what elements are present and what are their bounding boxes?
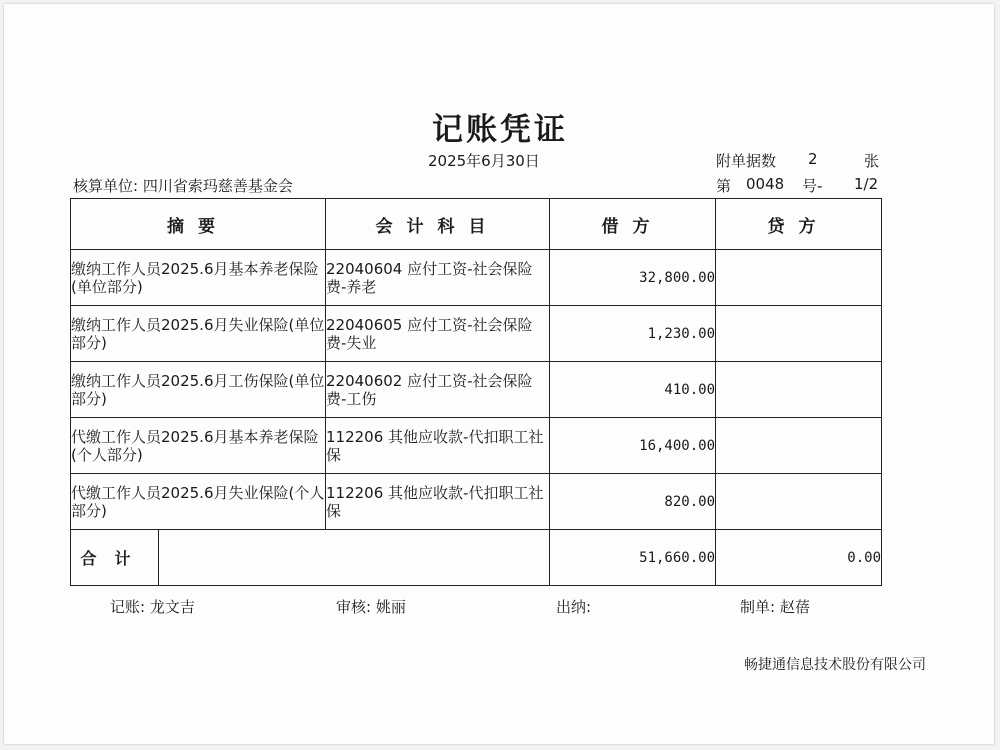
voucher-no: 0048 bbox=[746, 175, 785, 193]
total-debit: 51,660.00 bbox=[550, 530, 716, 586]
row-debit: 1,230.00 bbox=[550, 306, 716, 362]
voucher-suffix: 号- bbox=[802, 177, 823, 195]
row-debit: 32,800.00 bbox=[550, 250, 716, 306]
unit-label: 核算单位: bbox=[73, 177, 139, 195]
row-subject: 22040605 应付工资-社会保险费-失业 bbox=[326, 306, 550, 362]
row-summary: 缴纳工作人员2025.6月基本养老保险(单位部分) bbox=[71, 250, 326, 306]
table-row bbox=[71, 362, 882, 418]
bookkeeper: 记账: 龙文吉 bbox=[110, 598, 195, 616]
voucher-number bbox=[716, 175, 881, 196]
row-subject: 22040602 应付工资-社会保险费-工伤 bbox=[326, 362, 550, 418]
row-subject: 22040604 应付工资-社会保险费-养老 bbox=[326, 250, 550, 306]
table-row bbox=[71, 250, 882, 306]
col-subject: 会计科目 bbox=[326, 199, 550, 250]
row-credit bbox=[716, 250, 882, 306]
col-summary: 摘要 bbox=[71, 199, 326, 250]
row-summary: 代缴工作人员2025.6月基本养老保险(个人部分) bbox=[71, 418, 326, 474]
row-credit bbox=[716, 362, 882, 418]
voucher-date: 2025年6月30日 bbox=[428, 152, 540, 170]
reviewer: 审核: 姚丽 bbox=[336, 598, 406, 616]
total-label: 合计 bbox=[71, 530, 159, 586]
row-subject: 112206 其他应收款-代扣职工社保 bbox=[326, 418, 550, 474]
accounting-unit bbox=[73, 175, 293, 196]
cashier: 出纳: bbox=[556, 598, 592, 616]
table-header-row bbox=[71, 199, 882, 250]
total-row bbox=[71, 530, 882, 586]
attach-count: 2 bbox=[808, 150, 818, 168]
row-summary: 缴纳工作人员2025.6月工伤保险(单位部分) bbox=[71, 362, 326, 418]
row-summary: 缴纳工作人员2025.6月失业保险(单位部分) bbox=[71, 306, 326, 362]
voucher-title: 记账凭证 bbox=[432, 112, 568, 148]
row-debit: 16,400.00 bbox=[550, 418, 716, 474]
total-credit: 0.00 bbox=[716, 530, 882, 586]
row-credit bbox=[716, 418, 882, 474]
row-credit bbox=[716, 306, 882, 362]
row-summary: 代缴工作人员2025.6月失业保险(个人部分) bbox=[71, 474, 326, 530]
row-credit bbox=[716, 474, 882, 530]
table-row bbox=[71, 474, 882, 530]
row-debit: 820.00 bbox=[550, 474, 716, 530]
col-debit: 借方 bbox=[550, 199, 716, 250]
col-credit: 贷方 bbox=[716, 199, 882, 250]
table-row bbox=[71, 418, 882, 474]
software-company: 畅捷通信息技术股份有限公司 bbox=[744, 657, 926, 673]
attachment-count bbox=[716, 150, 881, 171]
attach-unit: 张 bbox=[864, 152, 880, 170]
table-row bbox=[71, 306, 882, 362]
row-subject: 112206 其他应收款-代扣职工社保 bbox=[326, 474, 550, 530]
voucher-prefix: 第 bbox=[716, 177, 732, 195]
attach-label: 附单据数 bbox=[716, 152, 777, 170]
preparer: 制单: 赵蓓 bbox=[740, 598, 810, 616]
voucher-page: 1/2 bbox=[854, 175, 879, 193]
unit-name: 四川省索玛慈善基金会 bbox=[142, 177, 293, 195]
total-blank bbox=[159, 530, 550, 586]
row-debit: 410.00 bbox=[550, 362, 716, 418]
voucher-table bbox=[70, 198, 882, 586]
